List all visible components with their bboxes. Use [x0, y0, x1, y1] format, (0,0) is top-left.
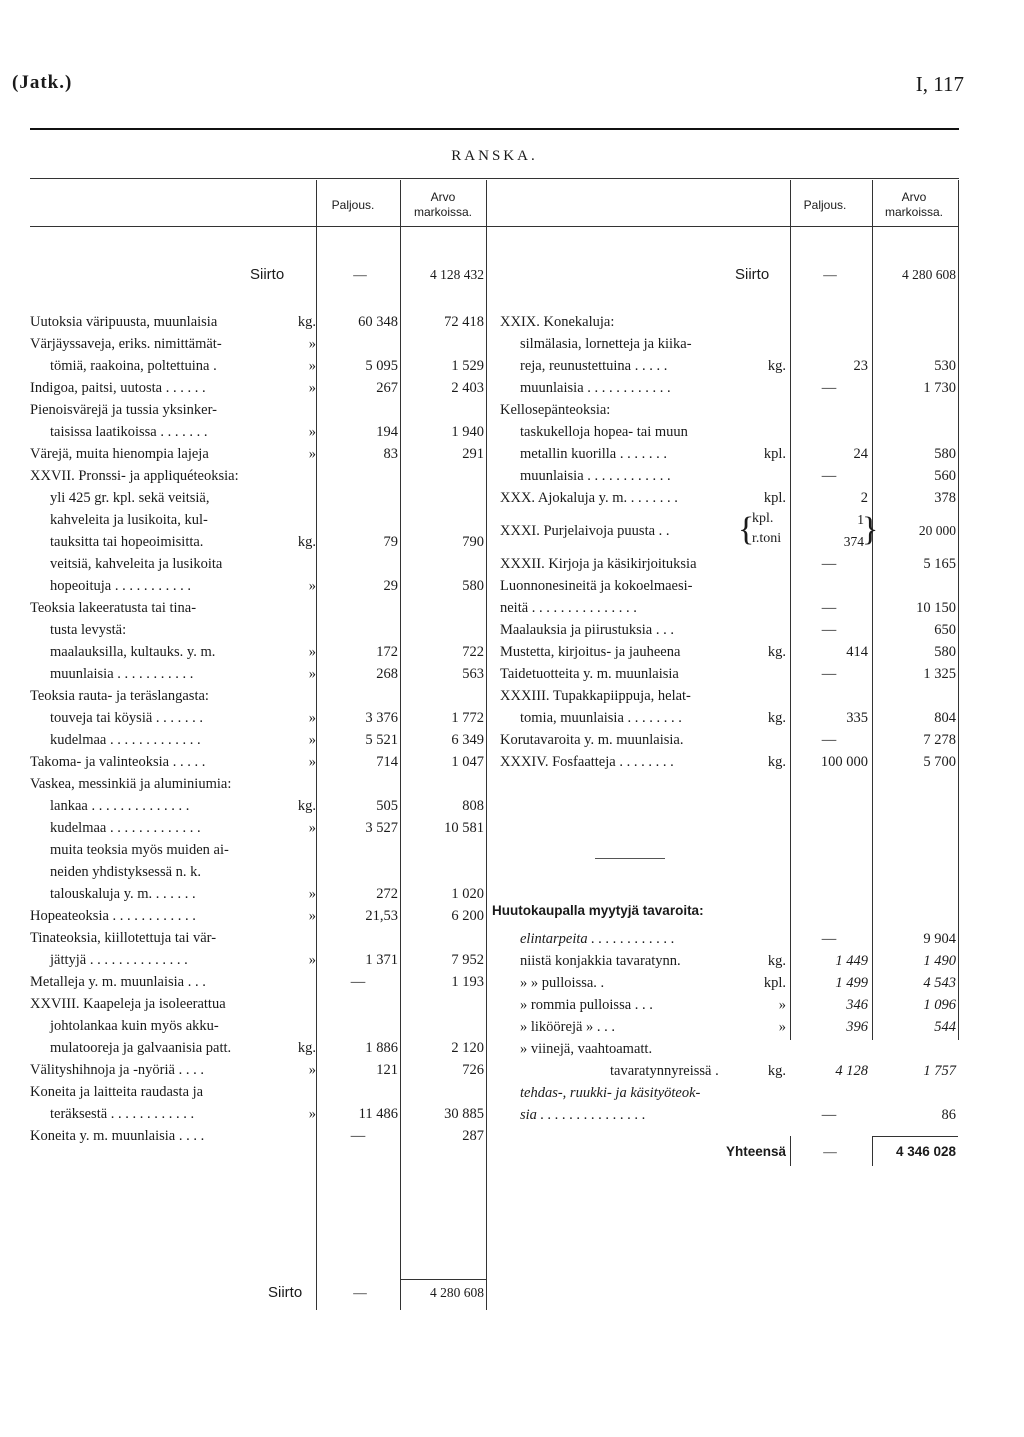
row-value: 1 325: [923, 666, 956, 682]
table-row: [500, 421, 958, 443]
row-unit: »: [778, 997, 786, 1013]
row-label: Teoksia rauta- ja teräslangasta:: [30, 688, 209, 704]
country-rule: [30, 178, 959, 179]
row-value: 291: [462, 446, 484, 462]
table-row: [500, 751, 958, 773]
row-unit: »: [778, 1019, 786, 1035]
row-value: 4 543: [923, 975, 956, 991]
row-label: Välityshihnoja ja -nyöriä . . . .: [30, 1062, 204, 1078]
row-label: XXVIII. Kaapeleja ja isoleerattua: [30, 996, 226, 1012]
brace-value: 20 000: [918, 523, 956, 538]
row-label: » rommia pulloissa . . .: [520, 997, 653, 1013]
row-value: 1 490: [923, 953, 956, 969]
row-unit: kpl.: [763, 446, 786, 462]
row-label: reja, reunustettuina . . . . .: [520, 358, 668, 374]
table-row: [500, 311, 958, 333]
total-line-2: [872, 1136, 873, 1166]
row-quantity: —: [821, 622, 837, 638]
row-label: neitä . . . . . . . . . . . . . . .: [500, 600, 637, 616]
table-row: [30, 553, 488, 575]
row-label: Pienoisvärejä ja tussia yksinker-: [30, 402, 217, 418]
row-quantity: 60 348: [358, 314, 398, 330]
row-value: 86: [941, 1107, 956, 1123]
row-label: Tinateoksia, kiillotettuja tai vär-: [30, 930, 217, 946]
table-row: [500, 553, 958, 575]
row-quantity: 5 521: [365, 732, 398, 748]
section-divider: [595, 858, 665, 859]
row-label: tehdas-, ruukki- ja käsityöteok-: [520, 1085, 701, 1101]
col-line-6: [958, 180, 959, 1040]
row-label: muunlaisia . . . . . . . . . . . .: [520, 380, 671, 396]
carry-in-qty-left: —: [353, 267, 367, 282]
row-value: 650: [934, 622, 956, 638]
row-unit: kpl.: [763, 490, 786, 506]
statistics-table: [30, 128, 959, 1310]
row-value: 808: [462, 798, 484, 814]
row-label: tomia, muunlaisia . . . . . . . .: [520, 710, 682, 726]
row-quantity: 4 128: [835, 1063, 868, 1079]
row-label: lankaa . . . . . . . . . . . . . .: [50, 798, 190, 814]
table-row: [30, 993, 488, 1015]
auction-heading: Huutokaupalla myytyjä tavaroita:: [492, 903, 704, 918]
table-row: [500, 333, 958, 355]
carry-in-label-left: Siirto: [250, 266, 285, 283]
row-label: Taidetuotteita y. m. muunlaisia: [500, 666, 679, 682]
row-label: Hopeateoksia . . . . . . . . . . . .: [30, 908, 196, 924]
table-row: [30, 883, 488, 905]
row-quantity: 1 371: [365, 952, 398, 968]
table-row: [30, 817, 488, 839]
row-quantity: 3 527: [365, 820, 398, 836]
row-label: elintarpeita . . . . . . . . . . . .: [520, 931, 675, 947]
header-value-left-line2: markoissa.: [413, 205, 472, 219]
row-unit: »: [308, 446, 316, 462]
row-value: 560: [934, 468, 956, 484]
table-row: [500, 641, 958, 663]
row-unit: »: [308, 666, 316, 682]
row-quantity: 29: [383, 578, 398, 594]
row-label: Mustetta, kirjoitus- ja jauheena: [500, 644, 681, 660]
row-label: sia . . . . . . . . . . . . . . .: [520, 1107, 646, 1123]
row-quantity: 83: [383, 446, 398, 462]
row-label: Kellosepänteoksia:: [500, 402, 611, 418]
carry-out-qty-left: —: [353, 1285, 367, 1300]
carry-in-label-right: Siirto: [735, 266, 770, 283]
row-label: touveja tai köysiä . . . . . . .: [50, 710, 204, 726]
table-row: [500, 575, 958, 597]
table-row: [30, 707, 488, 729]
row-unit: »: [308, 1106, 316, 1122]
right-brace-icon: }: [862, 511, 879, 548]
row-unit: kg.: [767, 754, 786, 770]
row-quantity: —: [821, 1107, 837, 1123]
row-label: Luonnonesineitä ja kokoelmaesi-: [500, 578, 693, 594]
row-label: Koneita ja laitteita raudasta ja: [30, 1084, 204, 1100]
row-quantity: —: [350, 1128, 366, 1144]
header-value-left: [400, 190, 486, 220]
table-row: [500, 465, 958, 487]
total-line-1: [790, 1136, 791, 1166]
table-row: [500, 972, 958, 994]
row-quantity: 267: [376, 380, 398, 396]
row-quantity: 1 499: [835, 975, 868, 991]
table-row: [500, 994, 958, 1016]
left-brace-icon: {: [738, 511, 755, 548]
row-label: niistä konjakkia tavaratynn.: [520, 953, 681, 969]
row-label: taisissa laatikoissa . . . . . . .: [50, 424, 208, 440]
row-value: 722: [462, 644, 484, 660]
table-row: [30, 729, 488, 751]
brace-unit-bottom: r.toni: [752, 531, 782, 546]
row-quantity: 79: [383, 534, 398, 550]
row-value: 7 952: [451, 952, 484, 968]
row-unit: »: [308, 886, 316, 902]
row-unit: »: [308, 424, 316, 440]
row-label: tavaratynnyreissä .: [610, 1063, 719, 1079]
row-value: 2 120: [451, 1040, 484, 1056]
table-row: [30, 487, 488, 509]
row-label: kudelmaa . . . . . . . . . . . . .: [50, 732, 201, 748]
table-row: [30, 619, 488, 641]
top-rule: [30, 128, 959, 130]
row-value: 580: [462, 578, 484, 594]
continuation-label: (Jatk.): [12, 72, 73, 93]
row-label: Korutavaroita y. m. muunlaisia.: [500, 732, 684, 748]
row-label: Teoksia lakeeratusta tai tina-: [30, 600, 197, 616]
row-label: taskukelloja hopea- tai muun: [520, 424, 688, 440]
table-row: [30, 1059, 488, 1081]
table-row: [30, 311, 488, 333]
row-value: 6 200: [451, 908, 484, 924]
header-value-left-line1: Arvo: [430, 190, 456, 204]
auction-item-list: [500, 928, 958, 1126]
total-label: Yhteensä: [726, 1144, 787, 1159]
row-value: 5 165: [923, 556, 956, 572]
row-label: hopeoituja . . . . . . . . . . .: [50, 578, 191, 594]
row-label: Takoma- ja valinteoksia . . . . .: [30, 754, 206, 770]
row-value: 5 700: [923, 754, 956, 770]
header-value-right-line1: Arvo: [901, 190, 927, 204]
table-row: [30, 773, 488, 795]
row-quantity: 268: [376, 666, 398, 682]
row-value: 10 581: [444, 820, 484, 836]
row-quantity: 272: [376, 886, 398, 902]
table-row: [500, 1060, 958, 1082]
total-value: 4 346 028: [895, 1144, 956, 1159]
row-label: silmälasia, lornetteja ja kiika-: [520, 336, 692, 352]
row-unit: »: [308, 710, 316, 726]
row-label: XXXIII. Tupakkapiippuja, helat-: [500, 688, 691, 704]
row-label: tauksitta tai hopeoimisitta.: [50, 534, 204, 550]
row-label: Koneita y. m. muunlaisia . . . .: [30, 1128, 205, 1144]
table-row: [30, 1081, 488, 1103]
table-row: [30, 971, 488, 993]
row-quantity: 335: [846, 710, 868, 726]
row-unit: »: [308, 1062, 316, 1078]
right-item-list: [500, 311, 958, 773]
brace-unit-top: kpl.: [752, 511, 774, 526]
row-label: kahveleita ja lusikoita, kul-: [50, 512, 208, 528]
table-row: [30, 597, 488, 619]
row-label: mulatooreja ja galvaanisia patt.: [50, 1040, 232, 1056]
row-label: XXX. Ajokaluja y. m. . . . . . . .: [500, 490, 678, 506]
row-label: Värjäyssaveja, eriks. nimittämät-: [30, 336, 222, 352]
row-quantity: 23: [853, 358, 868, 374]
row-value: 6 349: [451, 732, 484, 748]
row-label: » viinejä, vaahtoamatt.: [520, 1041, 653, 1057]
row-unit: »: [308, 754, 316, 770]
row-label: kudelmaa . . . . . . . . . . . . .: [50, 820, 201, 836]
table-row: [500, 377, 958, 399]
table-row: [500, 487, 958, 509]
row-label: maalauksilla, kultauks. y. m.: [50, 644, 216, 660]
table-row: [500, 950, 958, 972]
table-row: [500, 1104, 958, 1126]
carry-in-value-right: 4 280 608: [902, 267, 956, 282]
row-unit: »: [308, 908, 316, 924]
row-unit: »: [308, 952, 316, 968]
row-quantity: 11 486: [358, 1106, 398, 1122]
row-label: Maalauksia ja piirustuksia . . .: [500, 622, 674, 638]
row-quantity: 3 376: [365, 710, 398, 726]
row-label: muunlaisia . . . . . . . . . . .: [50, 666, 194, 682]
row-label: XXVII. Pronssi- ja appliquéteoksia:: [30, 468, 239, 484]
table-row: [30, 399, 488, 421]
row-quantity: 194: [376, 424, 398, 440]
row-unit: kg.: [767, 644, 786, 660]
row-label: jättyjä . . . . . . . . . . . . . .: [50, 952, 188, 968]
table-row: [30, 421, 488, 443]
row-label: johtolankaa kuin myös akku-: [50, 1018, 219, 1034]
row-label: talouskaluja y. m. . . . . . .: [50, 886, 196, 902]
table-row: [30, 443, 488, 465]
row-quantity: 24: [853, 446, 868, 462]
table-row: [30, 663, 488, 685]
table-row: [30, 751, 488, 773]
table-row: [30, 333, 488, 355]
row-unit: »: [308, 732, 316, 748]
table-row: [500, 1038, 958, 1060]
table-row: [30, 531, 488, 553]
row-quantity: 1 449: [835, 953, 868, 969]
row-value: 7 278: [923, 732, 956, 748]
row-quantity: 1 886: [365, 1040, 398, 1056]
page-number: I, 117: [915, 72, 964, 96]
row-label: muunlaisia . . . . . . . . . . . .: [520, 468, 671, 484]
row-quantity: —: [821, 556, 837, 572]
table-row: [30, 927, 488, 949]
row-value: 804: [934, 710, 956, 726]
table-row: [500, 928, 958, 950]
table-row: [30, 905, 488, 927]
table-row: [500, 443, 958, 465]
row-label: XXXIV. Fosfaatteja . . . . . . . .: [500, 754, 674, 770]
row-value: 1 047: [451, 754, 484, 770]
carry-out-rule: [401, 1279, 486, 1280]
row-quantity: —: [350, 974, 366, 990]
table-row: [30, 355, 488, 377]
row-value: 726: [462, 1062, 484, 1078]
table-row: [500, 399, 958, 421]
carry-out-value-left: 4 280 608: [430, 1285, 484, 1300]
country-title: RANSKA.: [451, 148, 538, 164]
row-label: » liköörejä » . . .: [520, 1019, 616, 1035]
total-rule: [872, 1136, 958, 1137]
row-value: 378: [934, 490, 956, 506]
table-row: [30, 795, 488, 817]
row-quantity: 21,53: [365, 908, 398, 924]
row-label: Värejä, muita hienompia lajeja: [30, 446, 209, 462]
table-row: [30, 377, 488, 399]
row-quantity: 505: [376, 798, 398, 814]
table-row: [30, 465, 488, 487]
row-label: muita teoksia myös muiden ai-: [50, 842, 229, 858]
header-quantity-right: Paljous.: [803, 198, 847, 212]
row-unit: kg.: [297, 534, 316, 550]
row-label: Metalleja y. m. muunlaisia . . .: [30, 974, 206, 990]
row-label: neiden yhdistyksessä n. k.: [50, 864, 202, 880]
table-row: [30, 949, 488, 971]
row-quantity: 121: [376, 1062, 398, 1078]
row-quantity: 396: [846, 1019, 868, 1035]
row-value: 563: [462, 666, 484, 682]
table-row: [30, 1125, 488, 1147]
row-unit: kpl.: [763, 975, 786, 991]
table-row: [30, 1037, 488, 1059]
total-qty: —: [823, 1144, 837, 1159]
row-value: 1 020: [451, 886, 484, 902]
row-label: tömiä, raakoina, poltettuina .: [50, 358, 217, 374]
row-unit: kg.: [767, 358, 786, 374]
row-quantity: 346: [846, 997, 868, 1013]
row-value: 1 529: [451, 358, 484, 374]
table-row: [500, 663, 958, 685]
row-value: 580: [934, 446, 956, 462]
row-label: tusta levystä:: [50, 622, 127, 638]
row-label: metallin kuorilla . . . . . . .: [520, 446, 667, 462]
table-row: [30, 861, 488, 883]
row-quantity: 172: [376, 644, 398, 660]
row-quantity: —: [821, 468, 837, 484]
row-quantity: —: [821, 931, 837, 947]
row-value: 530: [934, 358, 956, 374]
row-value: 1 193: [451, 974, 484, 990]
row-unit: kg.: [297, 314, 316, 330]
row-label: Indigoa, paitsi, uutosta . . . . . .: [30, 380, 206, 396]
table-row: [30, 641, 488, 663]
table-row: [500, 1082, 958, 1104]
row-value: 790: [462, 534, 484, 550]
carry-in-value-left: 4 128 432: [430, 267, 484, 282]
header-rule: [30, 226, 959, 227]
left-item-list: [30, 311, 488, 1147]
row-unit: kg.: [767, 953, 786, 969]
header-value-right-line2: markoissa.: [884, 205, 943, 219]
row-value: 287: [462, 1128, 484, 1144]
row-unit: »: [308, 336, 316, 352]
row-unit: kg.: [767, 1063, 786, 1079]
page-header: [12, 72, 964, 102]
row-value: 1 096: [923, 997, 956, 1013]
header-value-right: [870, 190, 958, 220]
row-value: 1 772: [451, 710, 484, 726]
row-value: 580: [934, 644, 956, 660]
row-value: 72 418: [444, 314, 484, 330]
row-label: teräksestä . . . . . . . . . . . .: [50, 1106, 195, 1122]
table-row: [500, 729, 958, 751]
table-row: [500, 707, 958, 729]
row-label: » » pulloissa. .: [520, 975, 605, 991]
row-label: veitsiä, kahveleita ja lusikoita: [50, 556, 223, 572]
row-unit: kg.: [767, 710, 786, 726]
table-row: [30, 839, 488, 861]
row-value: 1 940: [451, 424, 484, 440]
carry-out-label-left: Siirto: [268, 1284, 303, 1301]
row-quantity: 2: [860, 490, 868, 506]
row-quantity: 100 000: [820, 754, 868, 770]
table-row: [500, 355, 958, 377]
brace-qty-top: 1: [857, 512, 864, 527]
row-label: Vaskea, messinkiä ja aluminiumia:: [30, 776, 232, 792]
row-value: 2 403: [451, 380, 484, 396]
row-quantity: 5 095: [365, 358, 398, 374]
row-unit: »: [308, 358, 316, 374]
row-quantity: —: [821, 732, 837, 748]
row-unit: kg.: [297, 1040, 316, 1056]
table-row: [30, 1015, 488, 1037]
brace-qty-bottom: 374: [843, 534, 864, 549]
carry-in-qty-right: —: [823, 267, 837, 282]
row-label: XXXI. Purjelaivoja puusta . .: [500, 523, 670, 539]
header-quantity-left: Paljous.: [331, 198, 375, 212]
row-label: Uutoksia väripuusta, muunlaisia: [30, 314, 218, 330]
row-quantity: 414: [846, 644, 868, 660]
table-row: [500, 1016, 958, 1038]
row-unit: »: [308, 380, 316, 396]
row-unit: »: [308, 820, 316, 836]
table-row: [30, 685, 488, 707]
table-row: [500, 685, 958, 707]
table-row: [500, 597, 958, 619]
row-value: 30 885: [444, 1106, 484, 1122]
table-row: [30, 1103, 488, 1125]
table-row: [30, 509, 488, 531]
row-label: XXIX. Konekaluja:: [500, 314, 615, 330]
row-value: 10 150: [916, 600, 956, 616]
row-unit: kg.: [297, 798, 316, 814]
row-unit: »: [308, 644, 316, 660]
row-value: 1 730: [923, 380, 956, 396]
row-label: XXXII. Kirjoja ja käsikirjoituksia: [500, 556, 697, 572]
row-quantity: —: [821, 666, 837, 682]
table-row: [500, 619, 958, 641]
row-quantity: —: [821, 380, 837, 396]
row-unit: »: [308, 578, 316, 594]
table-row: [30, 575, 488, 597]
row-value: 1 757: [923, 1063, 956, 1079]
row-quantity: —: [821, 600, 837, 616]
row-value: 544: [934, 1019, 956, 1035]
row-value: 9 904: [923, 931, 956, 947]
row-quantity: 714: [376, 754, 398, 770]
row-label: yli 425 gr. kpl. sekä veitsiä,: [50, 490, 210, 506]
